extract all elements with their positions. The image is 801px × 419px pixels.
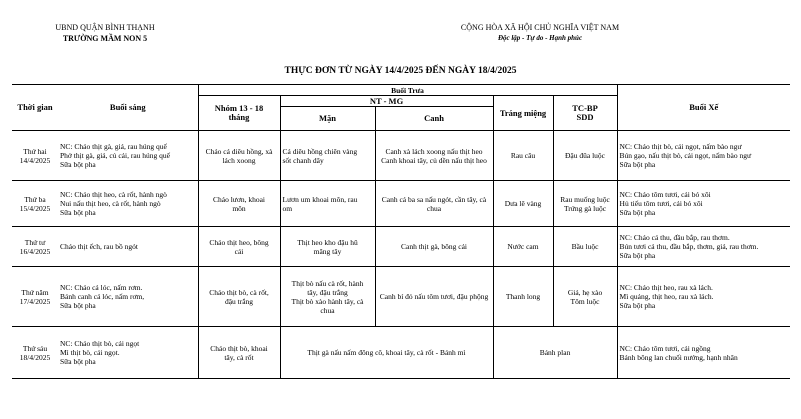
canh-line: Canh xà lách xoong nấu thịt heo bbox=[385, 146, 483, 156]
trang-cell: Rau câu bbox=[493, 131, 553, 181]
morning-line: NC: Cháo cá lóc, nấm rơm. bbox=[60, 283, 143, 292]
canh-cell bbox=[375, 181, 493, 227]
day-cell bbox=[12, 267, 58, 327]
motto: Độc lập - Tự do - Hạnh phúc bbox=[497, 34, 583, 42]
afternoon-line: NC: Cháo thịt heo, rau xà lách. bbox=[619, 283, 713, 292]
table-row bbox=[12, 327, 790, 379]
tcbp-line: Rau muống luộc bbox=[560, 194, 610, 204]
col-morning: Buổi sáng bbox=[58, 85, 198, 131]
day-date: 16/4/2025 bbox=[19, 246, 51, 256]
day-cell bbox=[12, 131, 58, 181]
table-row bbox=[12, 131, 790, 181]
man-line: sốt chanh dây bbox=[282, 155, 324, 165]
afternoon-cell bbox=[617, 327, 790, 379]
afternoon-line: Sữa bột pha bbox=[619, 251, 656, 260]
morning-line: NC: Cháo thịt gà, giá, rau húng quế bbox=[60, 142, 167, 151]
man-line: măng tây bbox=[313, 246, 342, 256]
afternoon-cell bbox=[617, 267, 790, 327]
afternoon-cell bbox=[617, 131, 790, 181]
page-title: THỰC ĐƠN TỪ NGÀY 14/4/2025 ĐẾN NGÀY 18/4/2025 bbox=[284, 66, 517, 76]
col-afternoon: Buổi Xế bbox=[617, 85, 790, 131]
morning-cell bbox=[58, 327, 198, 379]
man-line: om bbox=[282, 203, 293, 213]
day-name: Thứ sáu bbox=[22, 343, 48, 353]
morning-line: Phở thịt gà, giá, củ cải, rau húng quế bbox=[60, 151, 170, 160]
afternoon-line: NC: Cháo cá thu, đầu bắp, rau thơm. bbox=[619, 233, 730, 242]
col-lunch: Buổi Trưa bbox=[198, 85, 617, 96]
nhom-line: tây, cà rốt bbox=[224, 352, 254, 362]
col-canh: Canh bbox=[375, 107, 493, 131]
canh-line: Canh cá ba sa nấu ngót, cần tây, cà bbox=[381, 194, 487, 204]
header-right bbox=[440, 22, 640, 44]
tcbp-cell: Bầu luộc bbox=[553, 227, 617, 267]
col-thang-label: tháng bbox=[228, 112, 250, 122]
canh-line: Canh khoai tây, củ dền nấu thịt heo bbox=[381, 155, 487, 165]
canh-cell bbox=[375, 131, 493, 181]
col-nhom-label: Nhóm 13 - 18 bbox=[214, 103, 264, 113]
afternoon-line: Sữa bột pha bbox=[619, 301, 656, 310]
nhom-cell bbox=[198, 131, 280, 181]
nhom-line: môn bbox=[232, 203, 246, 213]
tcbp-line: Trứng gà luộc bbox=[563, 203, 607, 213]
morning-line: Sữa bột pha bbox=[60, 357, 96, 366]
day-cell bbox=[12, 327, 58, 379]
nhom-line: Cháo lươn, khoai bbox=[213, 194, 265, 204]
man-line: Thịt bò xào hành tây, cà bbox=[291, 296, 364, 306]
nhom-line: Cháo thịt bò, khoai bbox=[210, 343, 268, 353]
tcbp-line: Tôm luộc bbox=[570, 296, 600, 306]
afternoon-line: NC: Cháo tôm tươi, cải ngồng bbox=[619, 343, 711, 353]
country-name: CỘNG HÒA XÃ HỘI CHỦ NGHĨA VIỆT NAM bbox=[460, 23, 620, 32]
day-name: Thứ ba bbox=[24, 194, 46, 204]
nhom-line: lách xoong bbox=[222, 155, 256, 165]
afternoon-cell bbox=[617, 181, 790, 227]
day-cell bbox=[12, 227, 58, 267]
afternoon-line: Mì quảng, thịt heo, rau xà lách. bbox=[619, 292, 714, 301]
nhom-cell bbox=[198, 327, 280, 379]
day-name: Thứ tư bbox=[24, 237, 46, 247]
afternoon-line: NC: Cháo thịt bò, cải ngọt, nấm bào ngư bbox=[619, 142, 742, 151]
canh-cell: Canh thịt gà, bông cải bbox=[375, 227, 493, 267]
morning-cell bbox=[58, 227, 198, 267]
nhom-line: cải bbox=[234, 246, 244, 256]
col-time: Thời gian bbox=[12, 85, 58, 131]
col-man: Mặn bbox=[280, 107, 375, 131]
canh-line: chua bbox=[426, 203, 442, 213]
day-name: Thứ hai bbox=[23, 146, 47, 156]
man-line: Cá diêu hồng chiên vàng bbox=[282, 146, 358, 156]
table-row bbox=[12, 267, 790, 327]
afternoon-line: Bún tươi cá thu, đầu bắp, thơm, giá, rau thơm. bbox=[619, 242, 759, 251]
day-date: 18/4/2025 bbox=[19, 352, 51, 362]
header-row-1 bbox=[12, 85, 790, 96]
school-name: TRƯỜNG MẦM NON 5 bbox=[62, 34, 148, 43]
afternoon-line: Sữa bột pha bbox=[619, 160, 656, 169]
morning-line: Mì thịt bò, cải ngọt. bbox=[60, 348, 120, 357]
day-date: 15/4/2025 bbox=[19, 203, 51, 213]
table-row bbox=[12, 227, 790, 267]
day-cell bbox=[12, 181, 58, 227]
nhom-cell bbox=[198, 267, 280, 327]
man-line: Thịt heo kho đậu hũ bbox=[297, 237, 358, 247]
morning-cell bbox=[58, 181, 198, 227]
tcbp-cell bbox=[553, 267, 617, 327]
man-cell bbox=[280, 227, 375, 267]
man-line: Lươn um khoai môn, rau bbox=[282, 194, 358, 204]
col-nhom bbox=[198, 96, 280, 131]
afternoon-line: Hủ tiếu tôm tươi, cải bó xôi bbox=[619, 199, 703, 208]
tcbp-cell bbox=[553, 181, 617, 227]
morning-line: Cháo thịt ếch, rau bồ ngót bbox=[60, 242, 138, 251]
col-tcbp-label: TC-BP bbox=[572, 103, 598, 113]
man-line: chua bbox=[320, 305, 335, 315]
col-tcbp bbox=[553, 96, 617, 131]
trang-cell: Nước cam bbox=[493, 227, 553, 267]
afternoon-line: Sữa bột pha bbox=[619, 208, 656, 217]
man-line: tây, đậu trắng bbox=[307, 287, 348, 297]
nhom-line: Cháo thịt heo, bông bbox=[209, 237, 269, 247]
morning-line: Sữa bột pha bbox=[60, 301, 96, 310]
afternoon-cell bbox=[617, 227, 790, 267]
nhom-line: Cháo cá diêu hồng, xà bbox=[205, 146, 273, 156]
table-row bbox=[12, 181, 790, 227]
header-left bbox=[40, 22, 170, 44]
afternoon-line: Bún gạo, nấu thịt bò, cải ngọt, nấm bào ngư bbox=[619, 151, 752, 160]
tcbp-cell: Đậu đũa luộc bbox=[553, 131, 617, 181]
col-trang-mieng: Tráng miệng bbox=[493, 96, 553, 131]
man-cell bbox=[280, 181, 375, 227]
morning-cell bbox=[58, 131, 198, 181]
man-line: Thịt bò nấu cà rốt, hành bbox=[291, 278, 364, 288]
morning-line: NC: Cháo thịt heo, cà rốt, hành ngò bbox=[60, 190, 167, 199]
menu-table bbox=[12, 84, 790, 379]
morning-line: Sữa bột pha bbox=[60, 208, 96, 217]
nhom-line: đậu trắng bbox=[224, 296, 254, 306]
morning-line: NC: Cháo thịt bò, cải ngọt bbox=[60, 339, 140, 348]
tcbp-line: Giá, hẹ xào bbox=[567, 287, 603, 297]
morning-cell bbox=[58, 267, 198, 327]
morning-line: Bánh canh cá lóc, nấm rơm, bbox=[60, 292, 145, 301]
trang-cell: Thanh long bbox=[493, 267, 553, 327]
col-ntmg: NT - MG bbox=[280, 96, 493, 107]
trang-cell: Dưa lê vàng bbox=[493, 181, 553, 227]
day-date: 14/4/2025 bbox=[19, 155, 51, 165]
col-sdd-label: SDD bbox=[576, 112, 594, 122]
afternoon-line: Bánh bông lan chuối nướng, hạnh nhân bbox=[619, 352, 738, 362]
morning-line: Nui nấu thịt heo, cà rốt, hành ngò bbox=[60, 199, 161, 208]
nhom-line: Cháo thịt bò, cà rốt, bbox=[209, 287, 269, 297]
man-cell bbox=[280, 267, 375, 327]
afternoon-line: NC: Cháo tôm tươi, cải bó xôi bbox=[619, 190, 711, 199]
day-date: 17/4/2025 bbox=[19, 296, 51, 306]
nhom-cell bbox=[198, 181, 280, 227]
morning-line: Sữa bột pha bbox=[60, 160, 96, 169]
canh-cell: Canh bí đỏ nấu tôm tươi, đậu phộng bbox=[375, 267, 493, 327]
day-name: Thứ năm bbox=[21, 287, 49, 297]
district-name: UBND QUẬN BÌNH THẠNH bbox=[55, 23, 155, 32]
lunch-merged-cell: Thịt gà nấu nấm đông cô, khoai tây, cà rốt - Bánh mì bbox=[280, 327, 493, 379]
trang-merged-cell: Bánh plan bbox=[493, 327, 617, 379]
nhom-cell bbox=[198, 227, 280, 267]
man-cell bbox=[280, 131, 375, 181]
